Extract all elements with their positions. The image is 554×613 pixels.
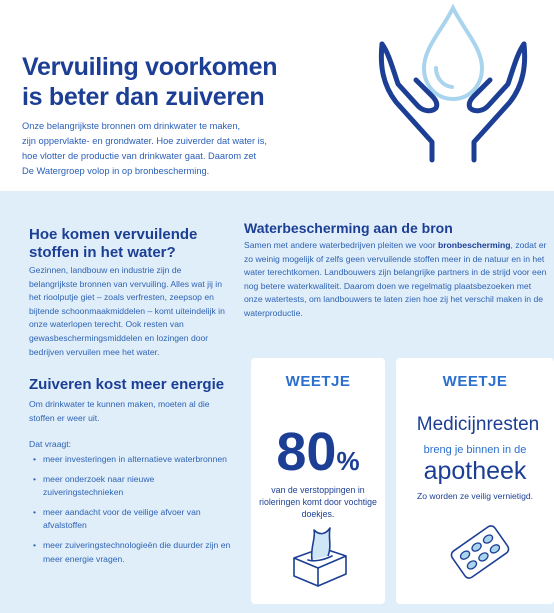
section-text-pollution: Gezinnen, landbouw en industrie zijn de belangrijkste bronnen van vervuiling. Alles wat jij in het rioolputje giet – zoals verfresten, zeepsop en bijtende schoonmaakmiddelen – komt uiteindelijk in onze waterlopen terecht. Ook resten van gewasbeschermingsmiddelen en lozingen door bedrijven vervuilen mee het water.	[29, 265, 225, 357]
card-headline: Medicijnresten	[416, 414, 540, 435]
list-item: • meer onderzoek naar nieuwe zuiveringstechnieken	[33, 473, 233, 500]
page-title	[22, 52, 322, 112]
text-part: Samen met andere waterbedrijven pleiten we voor	[244, 240, 438, 250]
card-label: WEETJE	[285, 373, 351, 390]
pill-blister-icon	[448, 520, 512, 584]
card-label: WEETJE	[442, 373, 508, 390]
list-intro: Dat vraagt:	[29, 439, 72, 449]
section-heading-protection: Waterbescherming aan de bron	[244, 220, 453, 236]
requirements-list	[33, 453, 233, 572]
title-line-1: Vervuiling voorkomen	[22, 53, 278, 81]
intro-text	[22, 119, 282, 179]
stat-description: van de verstoppingen in rioleringen komt door vochtige doekjes.	[259, 485, 377, 519]
text-part: , zodat er zo weinig mogelijk of zelfs geen vervuilende stoffen meer in de natuur en in het water terechtkomen. Landbouwers zijn belangrijke partners in de strijd voor een nog betere waterkwaliteit. Daarom doen we regelmatig plaatsbezoeken met onze watertests, om landbouwers te laten zien hoe zij het verschil maken in de waterproductie.	[244, 240, 547, 318]
stat-value: 80	[276, 422, 337, 482]
title-line-2: is beter dan zuiveren	[22, 83, 265, 111]
intro-line-1: Onze belangrijkste bronnen om drinkwater te maken,	[22, 121, 241, 131]
fact-card-medicine	[396, 358, 554, 604]
stat-unit: %	[336, 446, 360, 476]
list-item: • meer investeringen in alternatieve waterbronnen	[33, 453, 233, 467]
tissue-box-icon	[286, 524, 352, 590]
section-text-protection	[244, 239, 549, 321]
list-item: • meer zuiveringstechnologieën die duurder zijn en meer energie vragen.	[33, 539, 233, 566]
intro-line-3: hoe vlotter de productie van drinkwater gaat. Daarom zet	[22, 151, 257, 161]
keyword-bronbescherming: bronbescherming	[437, 240, 511, 250]
stat-number	[251, 422, 385, 491]
section-text-energy: Om drinkwater te kunnen maken, moeten al die stoffen er weer uit.	[29, 399, 210, 423]
card-highlight: apotheek	[423, 457, 527, 485]
section-heading-energy: Zuiveren kost meer energie	[29, 376, 225, 393]
intro-line-2: zijn oppervlakte- en grondwater. Hoe zuiverder dat water is,	[22, 136, 267, 146]
intro-line-4: De Watergroep volop in op bronbescherming.	[22, 166, 210, 176]
hands-water-drop-icon	[372, 4, 534, 164]
fact-card-wipes	[251, 358, 385, 604]
card-subline: breng je binnen in de	[423, 444, 527, 456]
list-item: • meer aandacht voor de veilige afvoer van afvalstoffen	[33, 506, 233, 533]
card-note: Zo worden ze veilig vernietigd.	[416, 491, 534, 501]
section-heading-pollution: Hoe komen vervuilende stoffen in het water?	[29, 226, 198, 261]
